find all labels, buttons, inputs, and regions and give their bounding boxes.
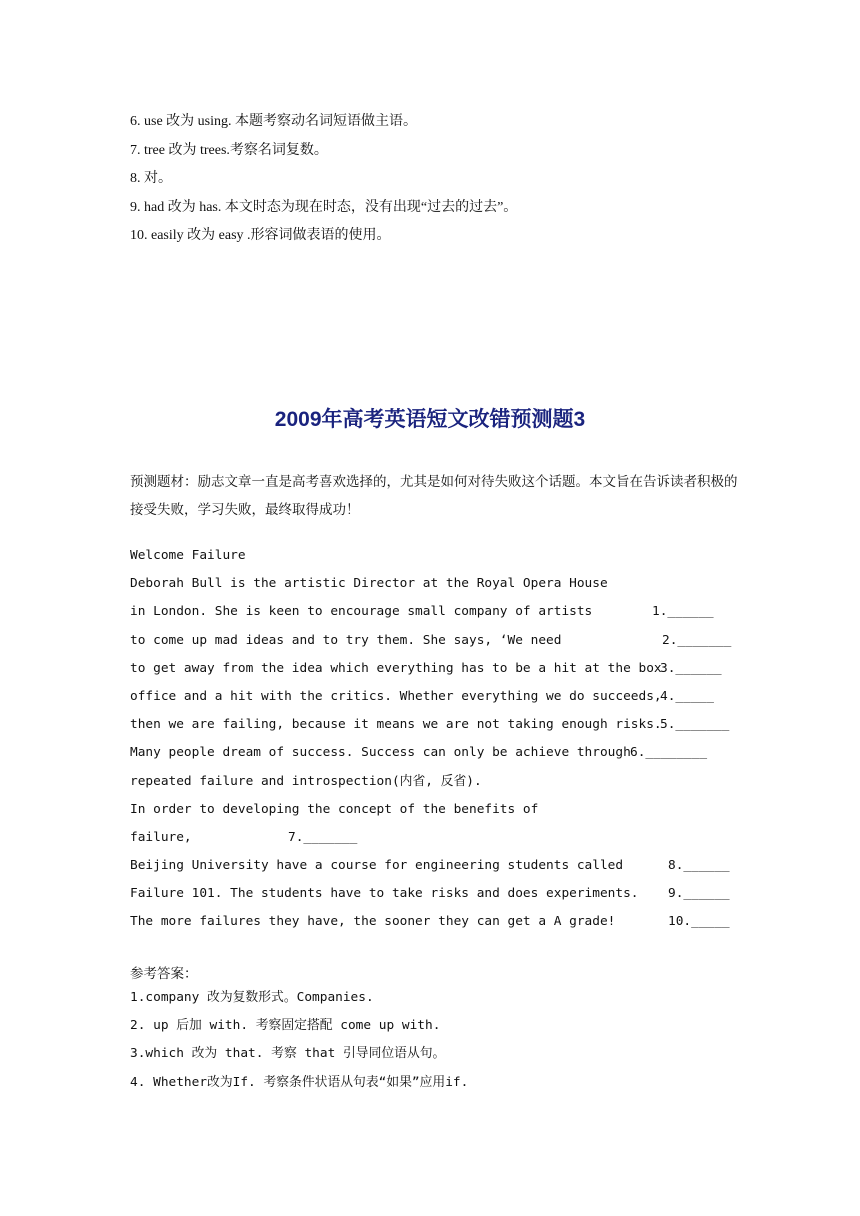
passage-line <box>130 713 740 741</box>
answer-line: 3.which 改为 that. 考察 that 引导同位语从句。 <box>130 1046 446 1062</box>
document-title: 2009年高考英语短文改错预测题3 <box>274 408 586 431</box>
answer-line: 2. up 后加 with. 考察固定搭配 come up with. <box>130 1018 441 1034</box>
passage-line <box>130 798 740 826</box>
answer-blank: 2._______ <box>662 632 732 648</box>
passage-line <box>130 854 740 882</box>
answer-blank: 5._______ <box>660 717 730 733</box>
passage-text: Beijing University have a course for engineering students called <box>130 858 624 874</box>
passage-line <box>130 544 740 572</box>
passage-text: In order to developing the concept of the benefits of <box>130 801 539 817</box>
passage-text: to come up mad ideas and to try them. She says, ‘We need <box>130 632 562 648</box>
answer-line: 8. 对。 <box>130 171 172 186</box>
passage-text: in London. She is keen to encourage small company of artists <box>130 604 593 620</box>
passage-line <box>130 629 740 657</box>
passage-text: office and a hit with the critics. Whether everything we do succeeds, <box>130 688 662 704</box>
passage-text: repeated failure and introspection(内省, 反省). <box>130 773 482 789</box>
passage-text: Deborah Bull is the artistic Director at the Royal Opera House <box>130 576 608 592</box>
passage-text: to get away from the idea which everything has to be a hit at the box <box>130 660 662 676</box>
passage-text: Welcome Failure <box>130 548 246 563</box>
passage-line <box>130 600 740 628</box>
passage-line <box>130 882 740 910</box>
passage-text: failure, <box>130 829 192 845</box>
answers-heading: 参考答案： <box>130 966 198 982</box>
answer-blank: 1.______ <box>652 604 714 620</box>
answer-line: 1.company 改为复数形式。Companies. <box>130 990 374 1005</box>
passage-text: The more failures they have, the sooner they can get a A grade! <box>130 914 616 930</box>
passage-text: then we are failing, because it means we are not taking enough risks. <box>130 717 662 733</box>
passage-line <box>130 910 740 938</box>
answer-blank: 7._______ <box>288 829 358 845</box>
passage-line <box>130 741 740 769</box>
passage-line <box>130 572 740 600</box>
answer-line: 9. had 改为 has. 本文时态为现在时态，没有出现“过去的过去”。 <box>130 199 518 215</box>
answer-line: 4. Whether改为If. 考察条件状语从句表“如果”应用if. <box>130 1074 469 1090</box>
answer-blank: 8.______ <box>668 858 730 874</box>
passage <box>130 544 740 939</box>
answer-blank: 9.______ <box>668 886 730 902</box>
passage-line <box>130 770 740 798</box>
answer-line: 10. easily 改为 easy .形容词做表语的使用。 <box>130 228 391 243</box>
passage-line <box>130 826 740 854</box>
passage-text: Many people dream of success. Success can only be achieve through <box>130 745 631 761</box>
answer-blank: 4._____ <box>660 688 714 704</box>
answers-list <box>130 986 740 1099</box>
answer-line: 7. tree 改为 trees.考察名词复数。 <box>130 142 328 158</box>
answer-blank: 10._____ <box>668 914 730 930</box>
previous-answers-list <box>130 112 770 255</box>
passage-line <box>130 657 740 685</box>
answer-blank: 6.________ <box>630 745 708 761</box>
intro-paragraph: 预测题材：励志文章一直是高考喜欢选择的，尤其是如何对待失败这个话题。本文旨在告诉读者积极的接受失败，学习失败，最终取得成功！ <box>130 474 738 518</box>
answer-line: 6. use 改为 using. 本题考察动名词短语做主语。 <box>130 114 417 129</box>
answer-blank: 3.______ <box>660 660 722 676</box>
passage-line <box>130 685 740 713</box>
passage-text: Failure 101. The students have to take risks and does experiments. <box>130 886 639 902</box>
